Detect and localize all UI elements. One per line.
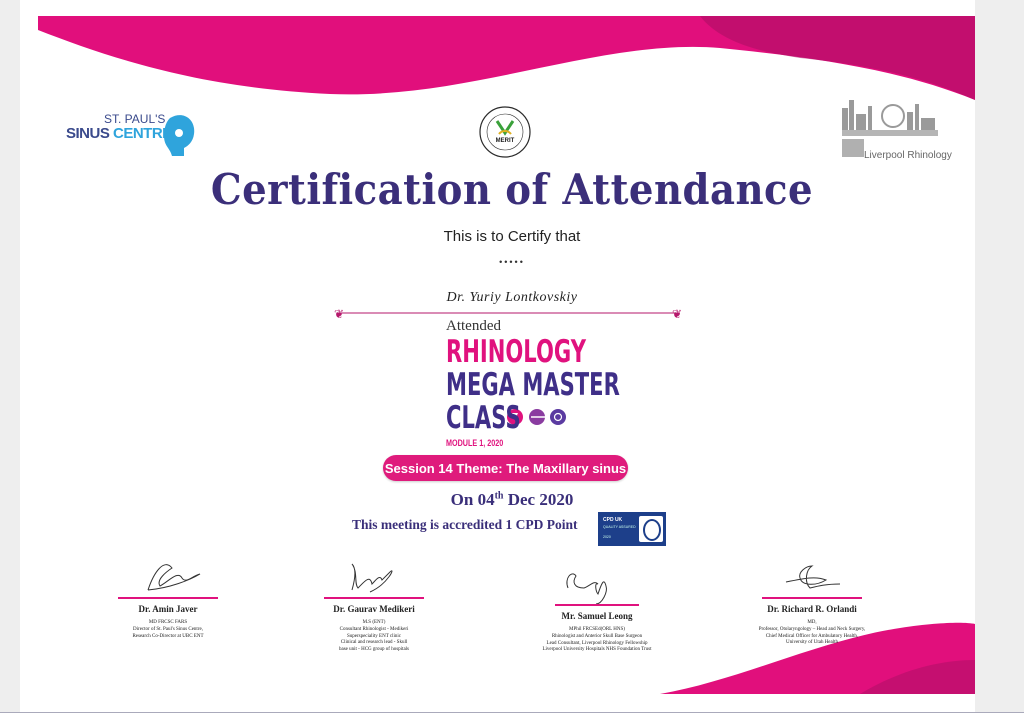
desc-line: Liverpool University Hospitals NHS Foundation Trust — [542, 647, 652, 653]
accreditation-text: This meeting is accredited 1 CPD Point — [352, 517, 578, 532]
attended-label: Attended — [446, 318, 501, 334]
course-icon-3 — [550, 409, 566, 425]
signatory-description — [112, 620, 224, 640]
signatory-name: Dr. Amin Javer — [138, 604, 198, 614]
signatory-1 — [112, 597, 224, 640]
signatory-4 — [742, 597, 882, 647]
desc-line: Superspeciality ENT clinic — [346, 633, 402, 639]
signature-line — [324, 597, 424, 599]
desc-line: Professor, Otolaryngology – Head and Neck Surgery, — [758, 626, 866, 632]
badge-line3: 2020 — [603, 535, 611, 539]
signatory-name: Dr. Richard R. Orlandi — [767, 604, 857, 614]
desc-line: MPhil FRCSEd(ORL HNS) — [569, 627, 625, 632]
signature-line — [118, 597, 218, 599]
st-pauls-logo-centre: CENTRE — [113, 125, 172, 142]
date-ordinal: th — [494, 490, 504, 502]
signatory-3 — [522, 604, 672, 654]
certificate-subtitle: This is to Certify that — [443, 228, 581, 245]
desc-line: Lead Consultant, Liverpool Rhinology Fellowship — [546, 640, 648, 646]
course-module: MODULE 1, 2020 — [446, 438, 504, 448]
st-pauls-logo-line1: ST. PAUL'S — [104, 112, 166, 126]
liverpool-rhinology-logo-text: Liverpool Rhinology — [864, 150, 952, 161]
badge-line1: CPD UK — [603, 517, 623, 523]
decorative-dots: ••••• — [499, 257, 525, 267]
signatory-2 — [318, 597, 430, 654]
signatory-description — [522, 627, 672, 654]
st-pauls-logo-line2 — [66, 125, 172, 142]
desc-line: Consultant Rhinologist - Medikeri — [339, 626, 409, 632]
desc-line: MD FRCSC FARS — [148, 620, 188, 625]
signatory-name: Mr. Samuel Leong — [561, 611, 633, 621]
st-pauls-logo-sinus: SINUS — [66, 125, 110, 142]
right-flourish: ❦ — [672, 307, 683, 321]
desc-line: M.S (ENT) — [362, 620, 386, 625]
desc-line: MD, — [807, 620, 817, 625]
merit-seal — [480, 107, 530, 157]
recipient-name: Dr. Yuriy Lontkovskiy — [446, 290, 578, 305]
date-rest: Dec 2020 — [503, 490, 574, 509]
signatory-description — [742, 620, 882, 647]
date-prefix: On 04 — [450, 490, 495, 509]
course-title-line3: CLASS — [446, 400, 521, 436]
badge-seal-icon — [639, 516, 663, 542]
desc-line: Director of St. Paul's Sinus Centre, — [133, 626, 203, 632]
desc-line: Clinical and research lead - Skull — [340, 640, 408, 646]
desc-line: base unit - HCG group of hospitals — [339, 647, 409, 652]
signature-line — [555, 604, 639, 606]
viewer-status-bar — [0, 712, 1024, 723]
desc-line: Research Co-Director at UBC ENT — [132, 633, 204, 639]
badge-line2: QUALITY ASSURED — [603, 525, 636, 529]
desc-line: Rhinologist and Anterior Skull Base Surgeon — [551, 633, 643, 639]
cpd-quality-badge — [598, 512, 666, 546]
attendance-date — [0, 490, 1024, 510]
course-title-line2: MEGA MASTER — [446, 367, 620, 403]
desc-line: Chief Medical Officer for Ambulatory Health, — [765, 633, 859, 639]
desc-line: University of Utah Health — [785, 640, 839, 646]
session-theme-badge — [383, 455, 628, 481]
session-theme-text: Session 14 Theme: The Maxillary sinus — [384, 460, 627, 476]
signatory-name: Dr. Gaurav Medikeri — [333, 604, 415, 614]
merit-logo-text: MERIT — [495, 138, 515, 144]
left-flourish: ❦ — [334, 307, 345, 321]
signature-line — [762, 597, 862, 599]
certificate-title: Certification of Attendance — [210, 165, 814, 214]
course-title-line1: RHINOLOGY — [446, 334, 586, 370]
signatory-description — [318, 620, 430, 654]
